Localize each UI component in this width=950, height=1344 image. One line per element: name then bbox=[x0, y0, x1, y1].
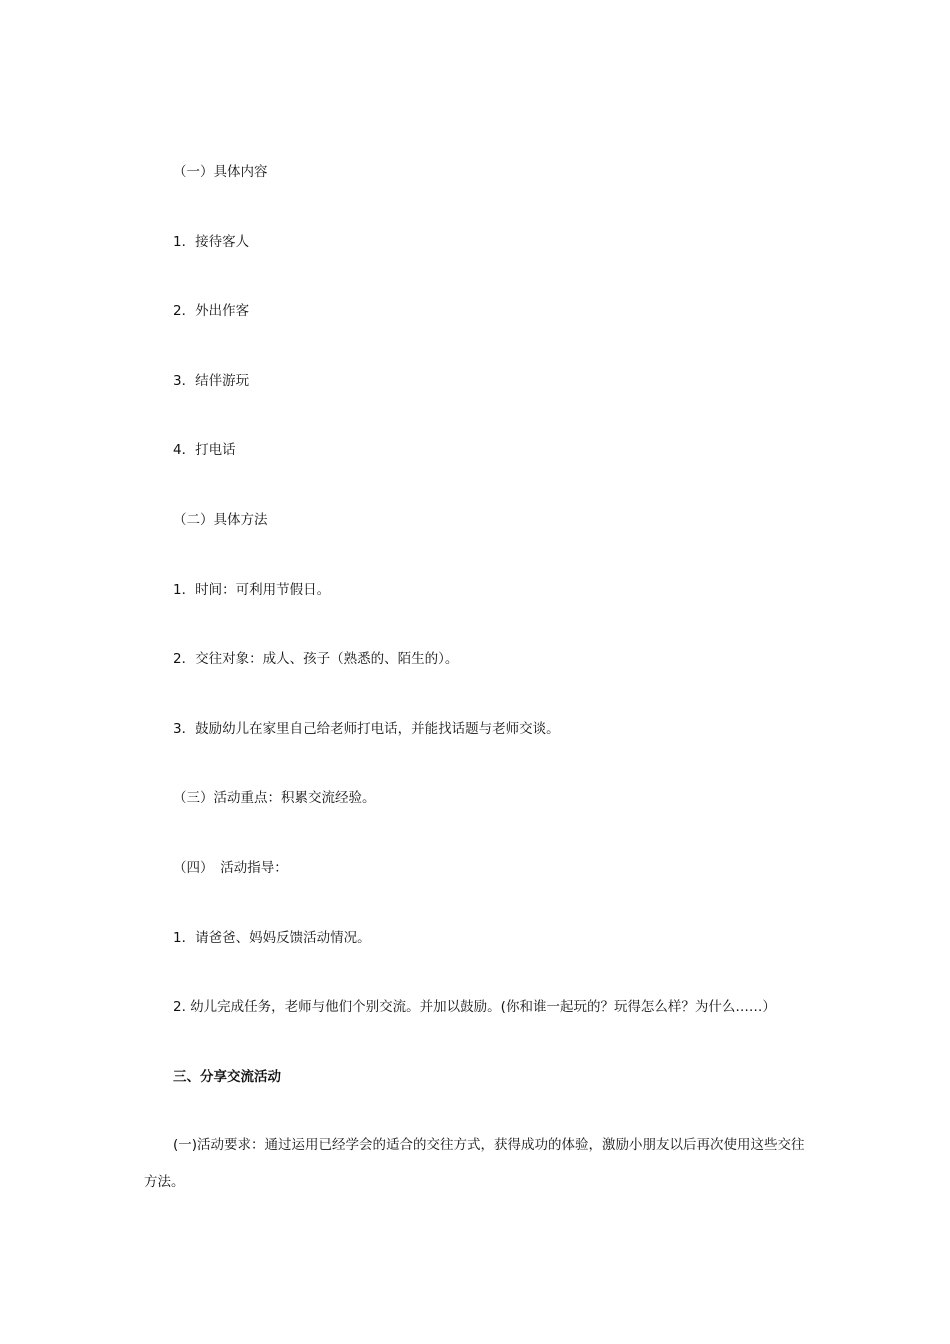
list-item: 2．外出作客 bbox=[173, 303, 250, 319]
list-item: 1．时间：可利用节假日。 bbox=[173, 582, 331, 598]
list-item: 3．鼓励幼儿在家里自己给老师打电话，并能找话题与老师交谈。 bbox=[173, 721, 560, 737]
list-item: 2．交往对象：成人、孩子（熟悉的、陌生的）。 bbox=[173, 651, 459, 667]
paragraph-text: (一)活动要求：通过运用已经学会的适合的交往方式，获得成功的体验，激励小朋友以后再次使用这些交往方法。 bbox=[144, 1137, 805, 1190]
list-item: 2. 幼儿完成任务，老师与他们个别交流。并加以鼓励。(你和谁一起玩的？玩得怎么样？为什么……） bbox=[173, 999, 776, 1015]
list-item: 4．打电话 bbox=[173, 442, 236, 458]
section-heading: 三、分享交流活动 bbox=[173, 1069, 281, 1085]
subsection-heading-3: （三）活动重点：积累交流经验。 bbox=[173, 790, 376, 806]
activity-requirement-paragraph bbox=[144, 1127, 814, 1201]
subsection-heading-2: （二）具体方法 bbox=[173, 512, 268, 528]
list-item: 3．结伴游玩 bbox=[173, 373, 250, 389]
subsection-heading-1: （一）具体内容 bbox=[173, 164, 268, 180]
list-item: 1．接待客人 bbox=[173, 234, 250, 250]
list-item: 1．请爸爸、妈妈反馈活动情况。 bbox=[173, 930, 371, 946]
subsection-heading-4: （四） 活动指导： bbox=[173, 860, 288, 876]
